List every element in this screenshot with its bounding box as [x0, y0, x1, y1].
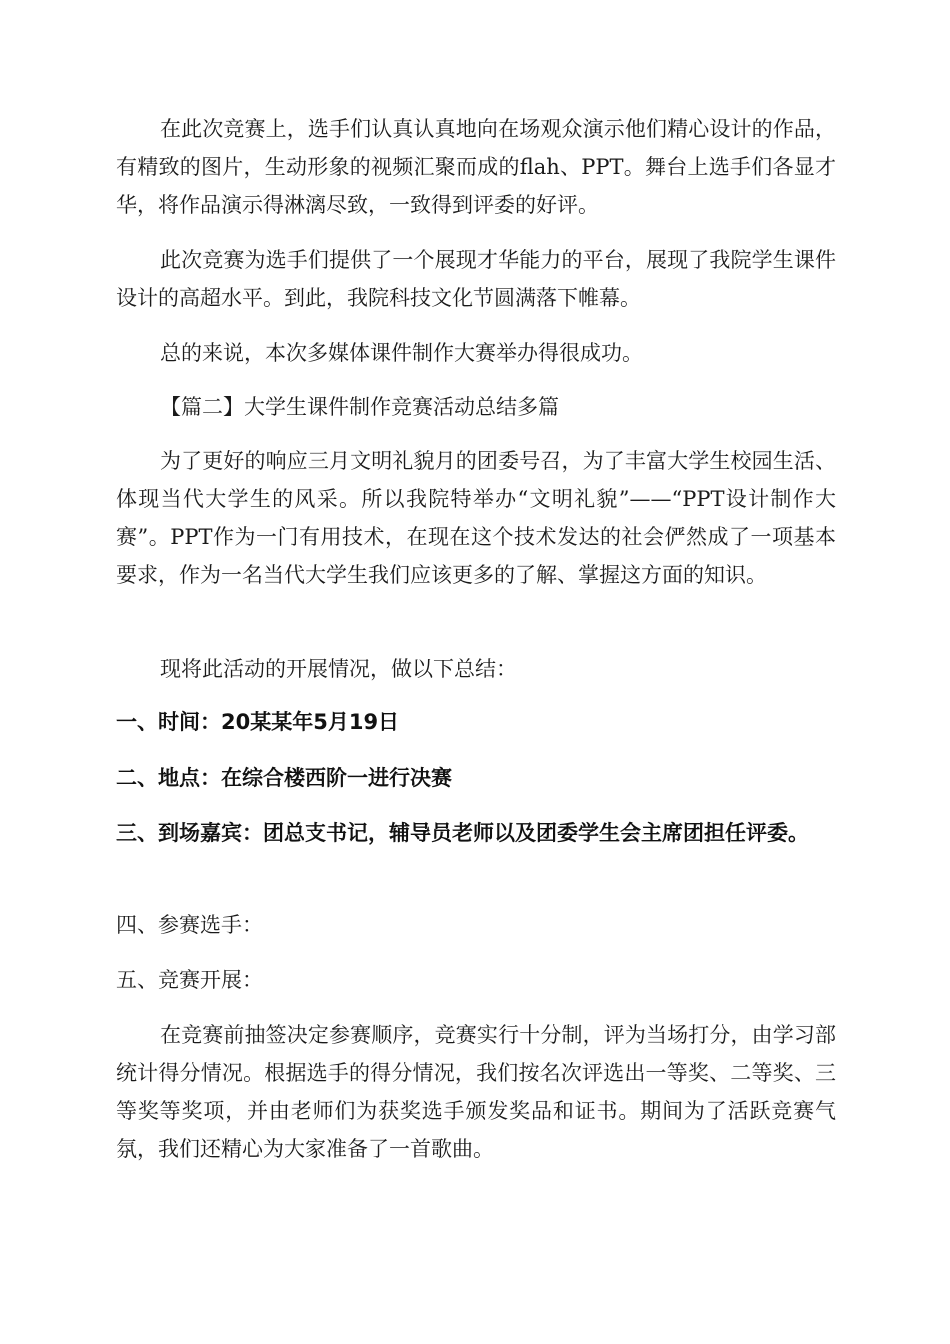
item-guests: 三、到场嘉宾：团总支书记，辅导员老师以及团委学生会主席团担任评委。: [116, 821, 809, 845]
item-contestants: 四、参赛选手：: [116, 913, 263, 937]
paragraph-competition-process: 在竞赛前抽签决定参赛顺序，竞赛实行十分制，评为当场打分，由学习部统计得分情况。根据选手的得分情况，我们按名次评选出一等奖、二等奖、三等奖等奖项，并由老师们为获奖选手颁发奖品和证书。期间为了活跃竞赛气氛，我们还精心为大家准备了一首歌曲。: [116, 1023, 836, 1161]
paragraph-platform: 此次竞赛为选手们提供了一个展现才华能力的平台，展现了我院学生课件设计的高超水平。到此，我院科技文化节圆满落下帷幕。: [116, 248, 836, 310]
item-place: 二、地点：在综合楼西阶一进行决赛: [116, 766, 452, 790]
item-progress: 五、竞赛开展：: [116, 968, 263, 992]
paragraph-summary-intro: 现将此活动的开展情况，做以下总结：: [160, 657, 517, 681]
paragraph-intro: 为了更好的响应三月文明礼貌月的团委号召，为了丰富大学生校园生活、体现当代大学生的风采。所以我院特举办“文明礼貌”——“PPT设计制作大赛”。PPT作为一门有用技术，在现在这个技术发达的社会俨然成了一项基本要求，作为一名当代大学生我们应该更多的了解、掌握这方面的知识。: [116, 449, 836, 587]
paragraph-competition-demo: 在此次竞赛上，选手们认真认真地向在场观众演示他们精心设计的作品，有精致的图片，生动形象的视频汇聚而成的flah、PPT。舞台上选手们各显才华，将作品演示得淋漓尽致，一致得到评委的好评。: [116, 117, 836, 217]
section-title-part-two: 【篇二】大学生课件制作竞赛活动总结多篇: [160, 395, 559, 419]
paragraph-summary: 总的来说，本次多媒体课件制作大赛举办得很成功。: [160, 341, 643, 365]
item-time: 一、时间：20某某年5月19日: [116, 710, 400, 734]
